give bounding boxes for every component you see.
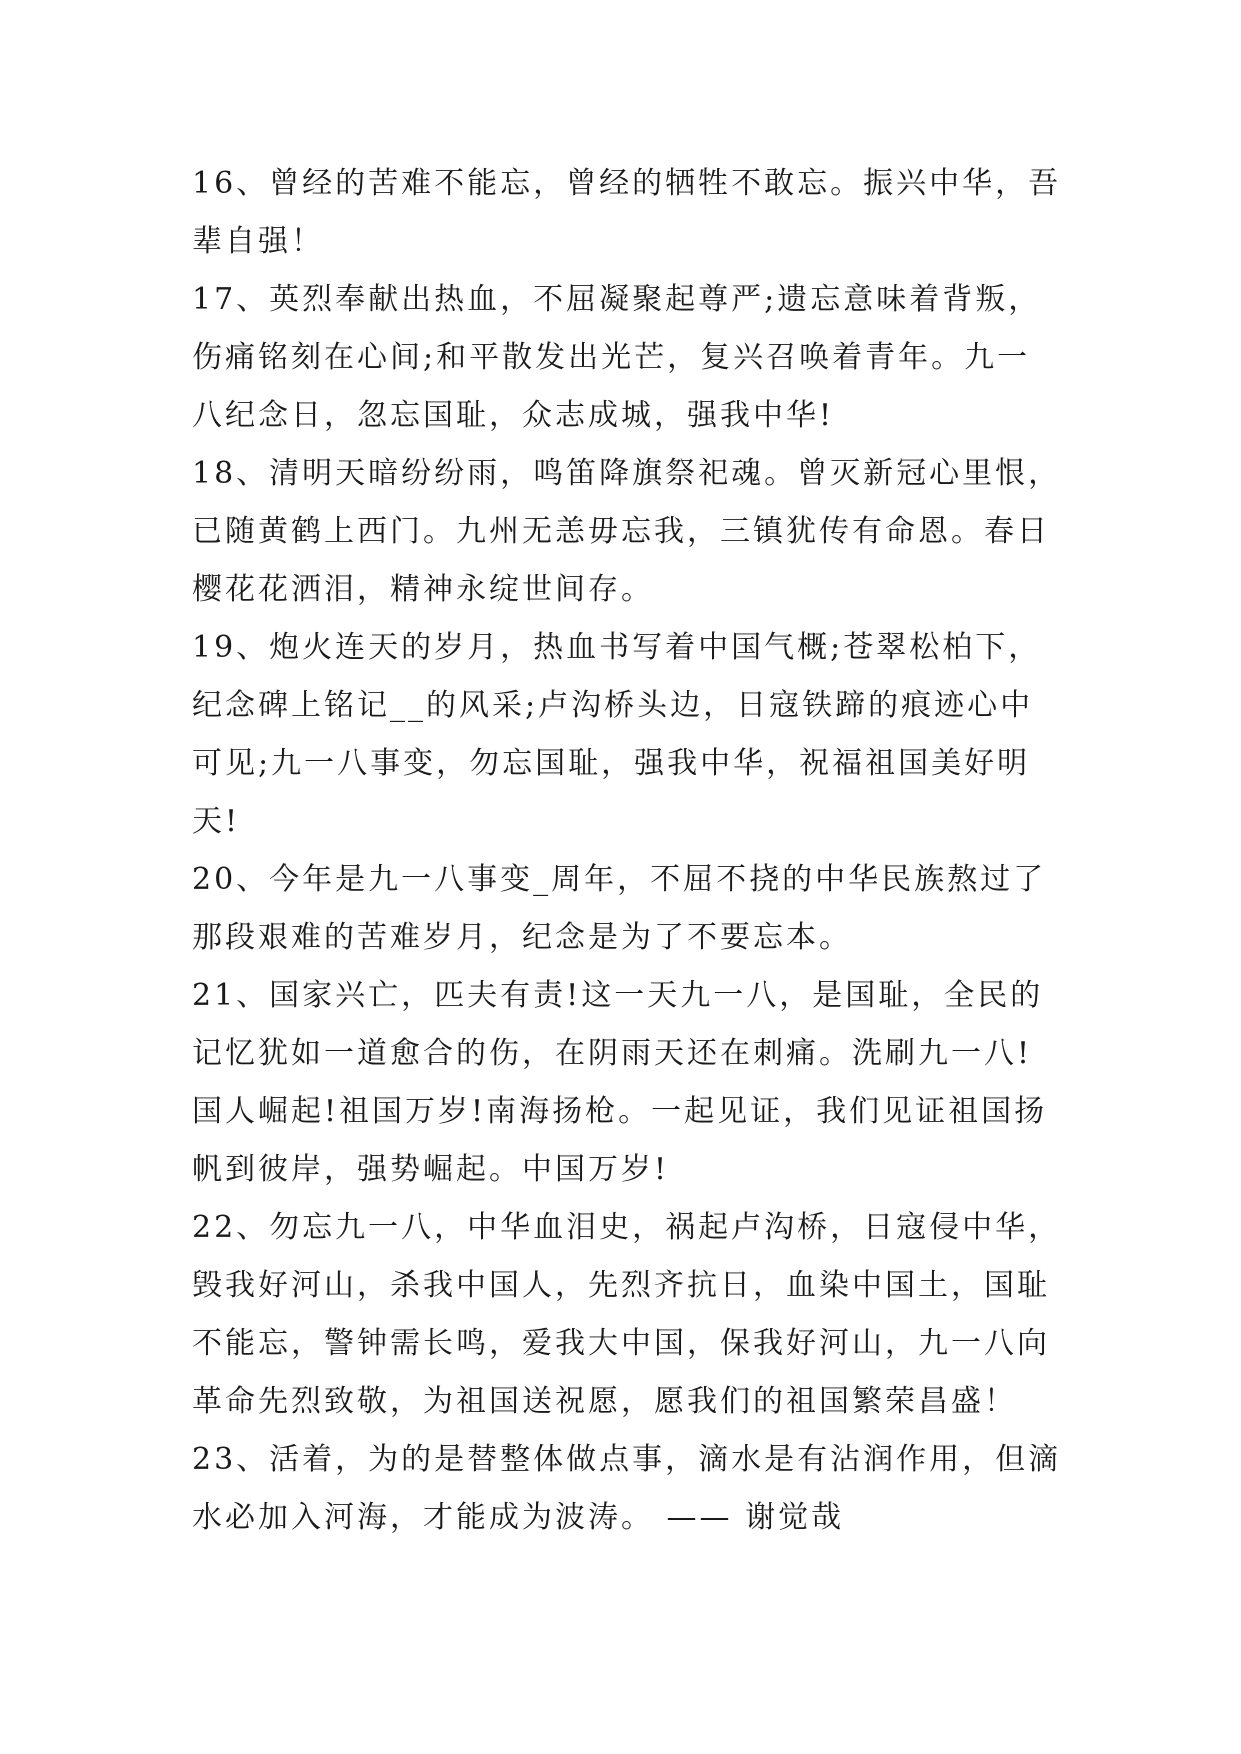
- document-body: [192, 155, 1062, 1547]
- text-line: 那段艰难的苦难岁月，纪念是为了不要忘本。: [192, 920, 852, 955]
- text-line: 23、活着，为的是替整体做点事，滴水是有沾润作用，但滴: [192, 1442, 1062, 1477]
- text-line: 17、英烈奉献出热血，不屈凝聚起尊严;遗忘意味着背叛，: [192, 282, 1042, 317]
- text-line: 八纪念日，忽忘国耻，众志成城，强我中华!: [192, 398, 835, 433]
- text-line: 18、清明天暗纷纷雨，鸣笛降旗祭祀魂。曾灭新冠心里恨，: [192, 456, 1062, 491]
- text-line: 辈自强！: [192, 224, 324, 259]
- text-line: 19、炮火连天的岁月，热血书写着中国气概;苍翠松柏下，: [192, 630, 1042, 665]
- text-line: 帆到彼岸，强势崛起。中国万岁!: [192, 1152, 670, 1187]
- text-line: 记忆犹如一道愈合的伤，在阴雨天还在刺痛。洗刷九一八!: [192, 1036, 1033, 1071]
- text-line: 毁我好河山，杀我中国人，先烈齐抗日，血染中国土，国耻: [192, 1268, 1050, 1303]
- text-line: 纪念碑上铭记__的风采;卢沟桥头边，日寇铁蹄的痕迹心中: [192, 688, 1034, 723]
- text-line: 20、今年是九一八事变_周年，不屈不挠的中华民族熬过了: [192, 862, 1047, 897]
- text-line: 22、勿忘九一八，中华血泪史，祸起卢沟桥，日寇侵中华，: [192, 1210, 1062, 1245]
- text-line: 16、曾经的苦难不能忘，曾经的牺牲不敢忘。振兴中华，吾: [192, 166, 1062, 201]
- text-line: 已随黄鹤上西门。九州无恙毋忘我，三镇犹传有命恩。春日: [192, 514, 1050, 549]
- text-line: 伤痛铭刻在心间;和平散发出光芒，复兴召唤着青年。九一: [192, 340, 1031, 375]
- text-line: 21、国家兴亡，匹夫有责!这一天九一八，是国耻，全民的: [192, 978, 1044, 1013]
- text-line: 革命先烈致敬，为祖国送祝愿，愿我们的祖国繁荣昌盛！: [192, 1384, 1017, 1419]
- text-line: 樱花花洒泪，精神永绽世间存。: [192, 572, 654, 607]
- text-line: 国人崛起!祖国万岁!南海扬枪。一起见证，我们见证祖国扬: [192, 1094, 1048, 1129]
- text-line: 不能忘，警钟需长鸣，爱我大中国，保我好河山，九一八向: [192, 1326, 1050, 1361]
- text-line: 天!: [192, 804, 241, 839]
- text-line: 水必加入河海，才能成为波涛。 —— 谢觉哉: [192, 1500, 845, 1535]
- text-line: 可见;九一八事变，勿忘国耻，强我中华，祝福祖国美好明: [192, 746, 1031, 781]
